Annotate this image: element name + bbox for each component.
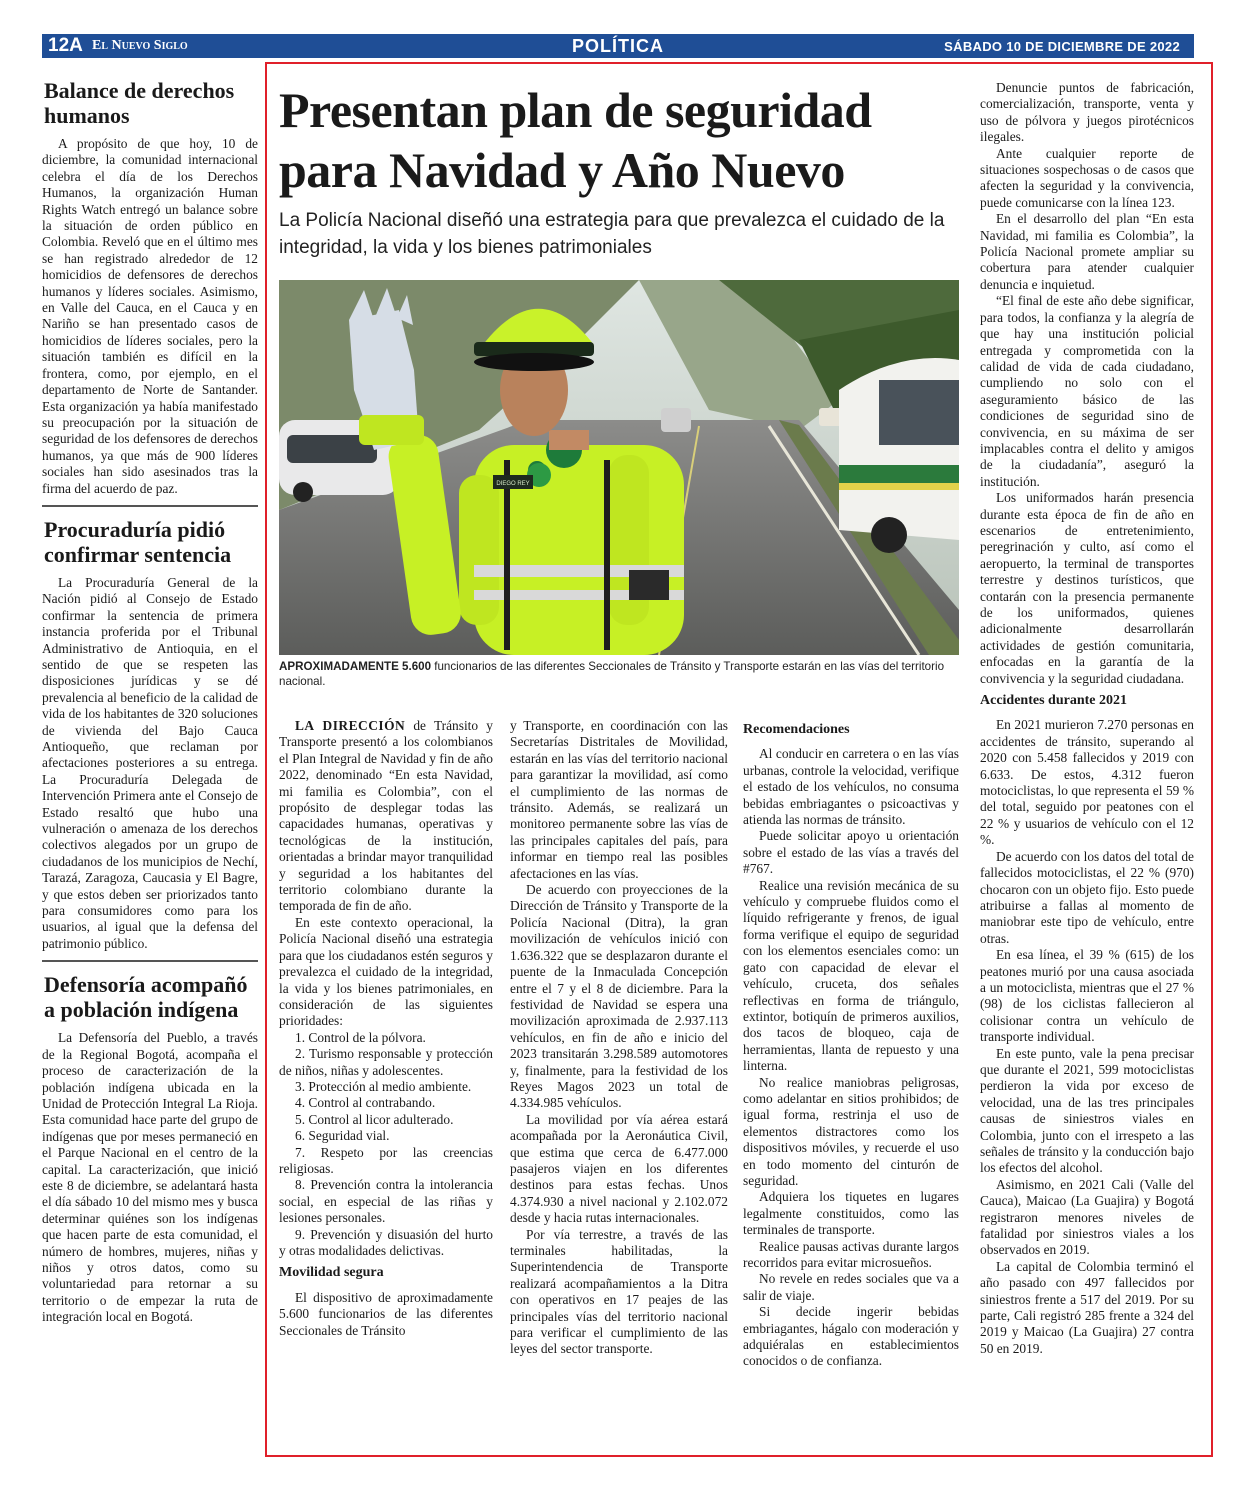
list-item: 5. Control al licor adulterado. <box>295 1111 454 1127</box>
article-lead-in: LA DIRECCIÓN <box>295 718 406 733</box>
paragraph: Por vía terrestre, a través de las terminales habilitadas, la Superintendencia de Transporte realizará acompañamientos a la Ditra con operativos en 17 peajes de las principales vías del territorio nacional para verificar el cumplimiento de las leyes del sector transporte. <box>510 1226 728 1357</box>
brief-human-rights <box>42 78 258 497</box>
paragraph: Si decide ingerir bebidas embriagantes, hágalo con moderación y adquiéralas en establecimientos conocidos o de confianza. <box>743 1304 959 1369</box>
list-item: 8. Prevención contra la intolerancia social, en especial de las riñas y lesiones personales. <box>279 1177 493 1226</box>
paragraph: Asimismo, en 2021 Cali (Valle del Cauca), Maicao (La Guajira) y Bogotá registraron menores niveles de fatalidad por siniestros viales a los observados en 2019. <box>980 1176 1194 1258</box>
article-column-1 <box>279 718 493 1339</box>
brief-body: La Defensoría del Pueblo, a través de la Regional Bogotá, acompaña el proceso de caracterización de la población indígena ubicada en la Unidad de Protección Integral La Rioja. Esta comunidad hace parte del grupo de indígenas que por meses permaneció en el Parque Nacional en el centro de la capital. La caracterización, que inició este 8 de diciembre, se adelantará hasta el día sábado 10 del mismo mes y busca determinar quiénes son los indígenas que hacen parte de esta comunidad, el número de hombres, mujeres, niñas y niños y otros datos, como su voluntariedad para retornar a su territorio o de empezar la ruta de integración local en Bogotá. <box>42 1030 258 1325</box>
paragraph: En este contexto operacional, la Policía Nacional diseñó una estrategia para que los ciudadanos estén seguros y prevalezca el cuidado de la integridad, la vida y los bienes patrimoniales, en consideración de las siguientes prioridades: <box>279 914 493 1029</box>
list-item: 4. Control al contrabando. <box>295 1095 436 1111</box>
brief-procuraduria <box>42 517 258 952</box>
paragraph: Adquiera los tiquetes en lugares legalmente constituidos, como las terminales de transporte. <box>743 1189 959 1238</box>
divider <box>42 960 258 962</box>
list-item: 7. Respeto por las creencias religiosas. <box>279 1144 493 1176</box>
paragraph: y Transporte, en coordinación con las Secretarías Distritales de Movilidad, estarán en las vías del territorio nacional para garantizar la movilidad, así como el cumplimiento de las normas de tránsito. Además, se realizará un monitoreo permanente sobre las vías de las principales capitales del país, para informar en tiempo real las posibles afectaciones en las vías. <box>510 718 728 881</box>
article-photo <box>279 280 959 655</box>
section-subhead: Movilidad segura <box>279 1265 384 1281</box>
paragraph: Denuncie puntos de fabricación, comercialización, transporte, venta y uso de pólvora y juegos pirotécnicos ilegales. <box>980 80 1194 145</box>
paragraph: La movilidad por vía aérea estará acompañada por la Aeronáutica Civil, que estima que cerca de 6.477.000 pasajeros viajen en los diferentes destinos para estas fechas. Unos 4.374.930 a nivel nacional y 2.102.072 desde y hacia rutas internacionales. <box>510 1111 728 1226</box>
paragraph: En esa línea, el 39 % (615) de los peatones murió por una causa asociada a un motociclista, mientras que el 27 % (98) de los ciclistas fallecieron al colisionar contra un vehículo de transporte individual. <box>980 947 1194 1045</box>
paragraph: “El final de este año debe significar, para todos, la confianza y la alegría de que hay una institución policial entregada y comprometida con la calidad de vida de cada ciudadano, cumpliendo no solo con el aseguramiento básico de las condiciones de seguridad sino de convivencia, en su máxima de ser implacables contra el delito y amigos de la ciudadanía”, aseguró la institución. <box>980 293 1194 489</box>
caption-lead: APROXIMADAMENTE 5.600 <box>279 660 432 673</box>
list-item: 6. Seguridad vial. <box>295 1128 390 1144</box>
paragraph: En 2021 murieron 7.270 personas en accidentes de tránsito, superando al 2020 con 5.458 fallecidos y 2019 con 6.633. De estos, 4.312 fueron motociclistas, lo que representa el 59 % del total, seguido por peatones con el 22 % y usuarios de vehículo con el 12 %. <box>980 717 1194 848</box>
paragraph: de Tránsito y Transporte presentó a los colombianos el Plan Integral de Navidad y fin de año 2022, denominado “En esta Navidad, mi familia es Colombia”, con el propósito de desplegar todas las capacidades humanas, operativas y tecnológicas de la institución, orientadas a brindar mayor tranquilidad y seguridad a los habitantes del territorio colombiano durante la temporada de fin de año. <box>279 718 493 914</box>
paragraph: Puede solicitar apoyo u orientación sobre el estado de las vías a través del #767. <box>743 828 959 877</box>
paragraph: Realice una revisión mecánica de su vehículo y compruebe fluidos como el líquido refrigerante y frenos, de igual forma verifique el equipo de seguridad con los elementos esenciales como: un gato con capacidad de elevar el vehículo, cruceta, dos señales reflectivas en forma de triángulo, extintor, botiquín de primeros auxilios, dos tacos de bloqueo, caja de herramientas, llanta de repuesto y una linterna. <box>743 877 959 1074</box>
paragraph: En este punto, vale la pena precisar que durante el 2021, 599 motociclistas perdieron la vida por exceso de velocidad, una de las tres principales causas de siniestros viales en Colombia, junto con el irrespeto a las señales de tránsito y la conducción bajo los efectos del alcohol. <box>980 1045 1194 1176</box>
svg-text:DIEGO REY: DIEGO REY <box>496 481 530 487</box>
photo-caption <box>279 659 959 689</box>
brief-title: Balance de derechos humanos <box>44 78 235 128</box>
page-number: 12A <box>48 35 83 56</box>
issue-date: SÁBADO 10 DE DICIEMBRE DE 2022 <box>944 39 1180 54</box>
paragraph: Los uniformados harán presencia durante esta época de fin de año en escenarios de entretenimiento, peregrinación y culto, así como el aeropuerto, la terminal de transportes terrestre y destinos turísticos, que contarán con la presencia permanente de los uniformados, quienes adicionalmente desarrollarán actividades de gestión comunitaria, enfocadas en la garantía de la convivencia y la seguridad ciudadana. <box>980 490 1194 686</box>
newspaper-name: El Nuevo Siglo <box>92 38 188 53</box>
article-subheadline: La Policía Nacional diseñó una estrategia para que prevalezca el cuidado de la integridad, la vida y los bienes patrimoniales <box>279 210 945 258</box>
caption-text: funcionarios de las diferentes Seccionales de Tránsito y Transporte estarán en las vías del territorio nacional. <box>279 660 945 688</box>
paragraph: De acuerdo con los datos del total de fallecidos motociclistas, el 22 % (970) chocaron con un objeto fijo. Esto puede atribuirse a fallas al momento de maniobrar este tipo de vehículo, entre otras. <box>980 848 1194 946</box>
article-column-3 <box>743 716 959 1370</box>
paragraph: En el desarrollo del plan “En esta Navidad, mi familia es Colombia”, la Policía Nacional promete ampliar su cobertura para atender cualquier denuncia e inquietud. <box>980 211 1194 292</box>
brief-body: A propósito de que hoy, 10 de diciembre, la comunidad internacional celebra el día de los Derechos Humanos, la organización Human Rights Watch entregó un balance sobre la situación de orden público en Colombia. Reveló que en el último mes se han registrado alrededor de 12 homicidios de defensores de derechos humanos y líderes sociales. Asimismo, en Valle del Cauca, en el Cauca y en Nariño se han presentado casos de homicidios de líderes sociales, pero la situación también es difícil en la frontera, como, por ejemplo, en el departamento de Norte de Santander. Esta organización ya había manifestado su preocupación por la situación de seguridad de los defensores de derechos humanos, ya que más de 900 líderes sociales han sido asesinados tras la firma del acuerdo de paz. <box>42 136 258 496</box>
section-name: POLÍTICA <box>572 36 664 56</box>
paragraph: De acuerdo con proyecciones de la Dirección de Tránsito y Transporte de la Policía Nacional (Ditra), la gran movilización de vehículos inició con 1.636.322 que se desplazaron durante el puente de la Inmaculada Concepción entre el 7 y el 8 de diciembre. Para la festividad de Navidad se espera una movilización aproximada de 2.937.113 vehículos, en fin de año e inicio del 2023 transitarán 3.298.589 automotores y, finalmente, para la festividad de los Reyes Magos 2023 un total de 4.334.985 vehículos. <box>510 882 728 1111</box>
list-item: 9. Prevención y disuasión del hurto y otras modalidades delictivas. <box>279 1226 493 1258</box>
paragraph: El dispositivo de aproximadamente 5.600 funcionarios de las diferentes Seccionales de Tránsito <box>279 1289 493 1338</box>
priorities-list <box>279 1030 493 1260</box>
brief-title: Defensoría acompañó a población indígena <box>44 972 248 1023</box>
paragraph: Al conducir en carretera o en las vías urbanas, controle la velocidad, verifique el estado de los vehículos, no consuma bebidas embriagantes o psicoactivas y atienda las normas de tránsito. <box>743 746 959 828</box>
section-subhead: Accidentes durante 2021 <box>980 693 1127 709</box>
brief-defensoria <box>42 972 258 1325</box>
list-item: 3. Protección al medio ambiente. <box>295 1078 472 1094</box>
paragraph: Realice pausas activas durante largos recorridos para evitar microsueños. <box>743 1238 959 1270</box>
brief-body: La Procuraduría General de la Nación pidió al Consejo de Estado confirmar la sentencia de primera instancia proferida por el Tribunal Administrativo de Antioquia, en el sentido de que se respeten las disposiciones jurídicas y se dé prevalencia al beneficio de la calidad de vida de los habitantes de 320 soluciones de vivienda del Bajo Cauca Antioqueño, que reclaman por afectaciones posteriores a su entrega. La Procuraduría Delegada de Intervención Primera ante el Consejo de Estado resaltó que hubo una vulneración o amenaza de los derechos colectivos alegados por un grupo de ciudadanos de los municipios de Nechí, Tarazá, Zaragoza, Caucasia y El Bagre, y que estos deben ser priorizados tanto para consumidores como para los usuarios, al igual que la defensa del patrimonio público. <box>42 574 258 951</box>
article-column-2 <box>510 718 728 1358</box>
paragraph: No realice maniobras peligrosas, como adelantar en sitios prohibidos; de igual forma, restrinja el uso de elementos distractores como los dispositivos móviles, y recuerde el uso en todo momento del cinturón de seguridad. <box>743 1074 959 1188</box>
article-column-4 <box>980 80 1194 1357</box>
list-item: 1. Control de la pólvora. <box>295 1029 426 1045</box>
paragraph: Ante cualquier reporte de situaciones sospechosas o de casos que afecten la seguridad y la convivencia, puede comunicarse con la línea 123. <box>980 145 1194 210</box>
section-subhead: Recomendaciones <box>743 722 850 737</box>
news-briefs-sidebar <box>42 78 258 1334</box>
brief-title: Procuraduría pidió confirmar sentencia <box>44 516 232 567</box>
article-headline: Presentan plan de seguridad para Navidad y Año Nuevo <box>279 82 872 198</box>
paragraph: No revele en redes sociales que va a salir de viaje. <box>743 1271 959 1303</box>
page-header <box>42 34 1194 58</box>
divider <box>42 505 258 507</box>
paragraph: La capital de Colombia terminó el año pasado con 497 fallecidos por siniestros frente a 517 del 2019. Por su parte, Cali registró 285 frente a 324 del 2019 y Maicao (La Guajira) 27 contra 50 en 2019. <box>980 1258 1194 1356</box>
list-item: 2. Turismo responsable y protección de niños, niñas y adolescentes. <box>279 1046 493 1078</box>
